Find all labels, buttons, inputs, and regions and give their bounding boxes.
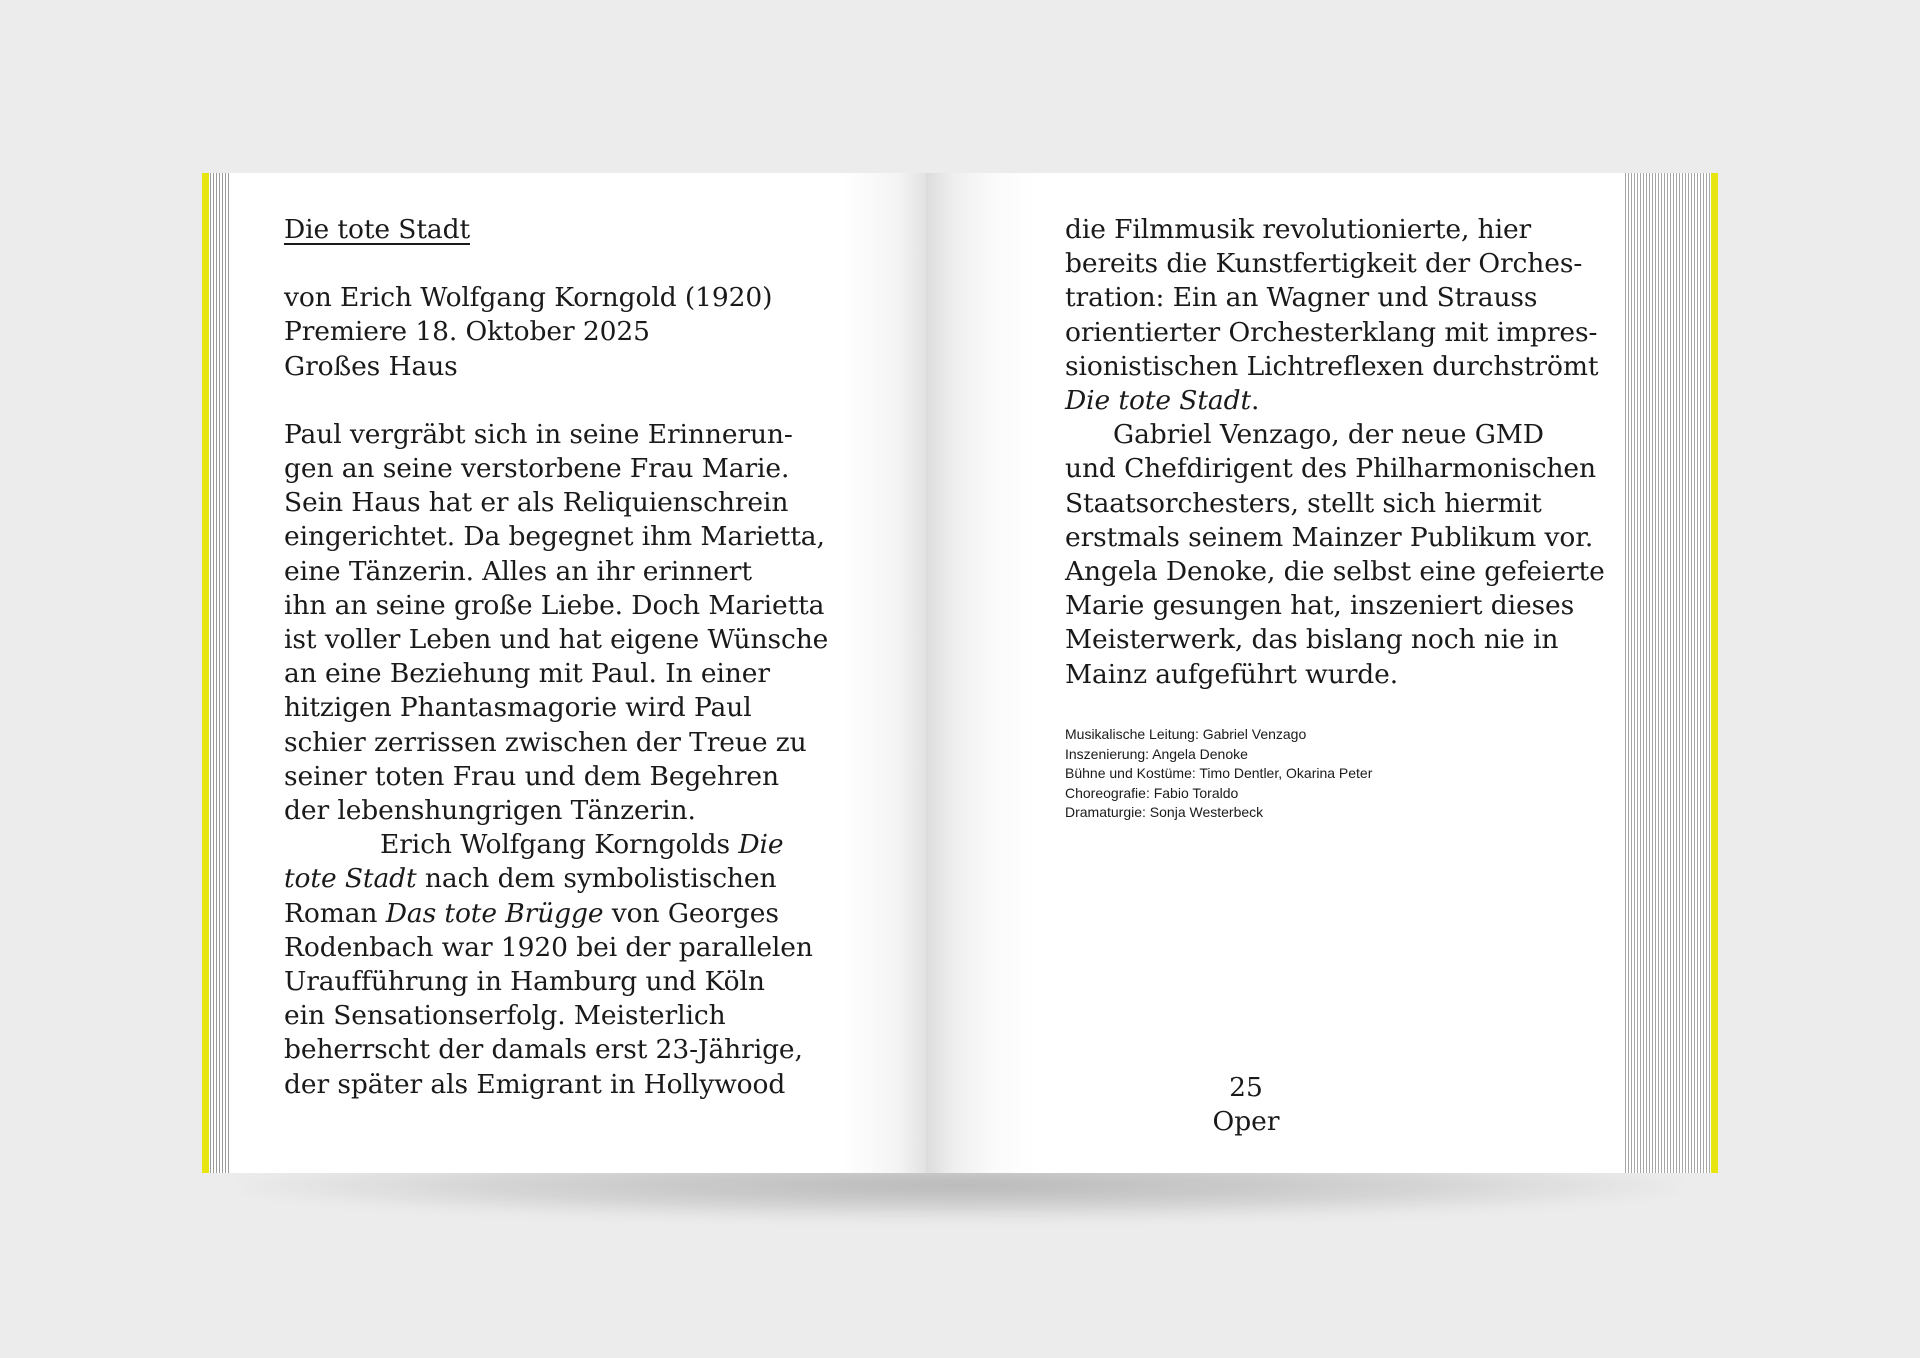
text-line: beherrscht der damals erst 23-Jährige, [284, 1034, 803, 1066]
text-line: Uraufführung in Hamburg und Köln [284, 966, 765, 998]
text-line: schier zerrissen zwischen der Treue zu [284, 726, 807, 758]
text-line: Marie gesungen hat, inszeniert dieses [1065, 590, 1575, 622]
text-line: Paul vergräbt sich in seine Erinnerun- [284, 418, 793, 450]
text-run: Gabriel Venzago, der neue GMD [1113, 419, 1544, 451]
text-line: die Filmmusik revolutionierte, hier [1065, 214, 1532, 245]
italic-title-run: Die tote Stadt [1065, 385, 1252, 417]
text-line [284, 828, 814, 862]
text-line: bereits die Kunstfertigkeit der Orches- [1065, 248, 1583, 280]
text-line: an eine Beziehung mit Paul. In einer [284, 658, 770, 690]
conductor-paragraph [1065, 418, 1605, 692]
history-paragraph [284, 828, 814, 1102]
credit-line: Dramaturgie: Sonja Westerbeck [1065, 804, 1264, 820]
synopsis-paragraph [284, 418, 829, 828]
orchestration-paragraph [1065, 213, 1605, 418]
text-line: hitzigen Phantasmagorie wird Paul [284, 692, 752, 724]
section-label: Oper [1212, 1106, 1280, 1137]
text-line [284, 897, 814, 931]
text-run: von Georges [603, 897, 779, 929]
credit-line: Inszenierung: Angela Denoke [1065, 745, 1248, 762]
text-line: Meisterwerk, das bislang noch nie in [1065, 624, 1559, 656]
credit-line: Bühne und Kostüme: Timo Dentler, Okarina Peter [1065, 765, 1373, 781]
text-line: erstmals seinem Mainzer Publikum vor. [1065, 521, 1594, 553]
text-line: sionistischen Lichtreflexen durchströmt [1065, 350, 1599, 382]
left-text-column [284, 213, 829, 1102]
text-line: und Chefdirigent des Philharmonischen [1065, 453, 1596, 485]
left-yellow-edge [202, 173, 209, 1173]
italic-title-run: Das tote Brügge [385, 897, 604, 929]
composer-line: von Erich Wolfgang Korngold (1920) [284, 282, 773, 314]
right-yellow-edge [1711, 173, 1718, 1173]
text-line [1065, 384, 1605, 418]
text-line: orientierter Orchesterklang mit impres- [1065, 316, 1598, 348]
open-book [202, 173, 1718, 1173]
text-run: nach dem symbolistischen [416, 863, 777, 895]
text-line: gen an seine verstorbene Frau Marie. [284, 453, 790, 485]
right-text-column [1065, 213, 1605, 692]
spacer [284, 247, 814, 281]
italic-title-run: tote Stadt [284, 863, 417, 895]
text-line: Rodenbach war 1920 bei der parallelen [284, 931, 813, 963]
page-number: 25 [1229, 1072, 1263, 1103]
text-line: eingerichtet. Da begegnet ihm Marietta, [284, 521, 825, 553]
text-line [284, 862, 814, 896]
text-line: Angela Denoke, die selbst eine gefeierte [1065, 556, 1605, 588]
opera-title: Die tote Stadt [284, 214, 471, 245]
text-line: ihn an seine große Liebe. Doch Marietta [284, 589, 825, 621]
left-page [230, 173, 926, 1173]
text-run: Erich Wolfgang Korngolds [380, 829, 739, 861]
text-line: Sein Haus hat er als Reliquienschrein [284, 487, 789, 519]
credit-line: Choreografie: Fabio Toraldo [1065, 784, 1239, 801]
production-credits [1065, 725, 1372, 823]
text-line: ein Sensationserfolg. Meisterlich [284, 1000, 726, 1032]
text-line: Staatsorchesters, stellt sich hiermit [1065, 487, 1542, 519]
spacer [284, 384, 814, 418]
italic-title-run: Die [738, 829, 784, 861]
credit-line: Musikalische Leitung: Gabriel Venzago [1065, 726, 1307, 742]
text-line: Mainz aufgeführt wurde. [1065, 658, 1399, 690]
text-line: eine Tänzerin. Alles an ihr erinnert [284, 555, 752, 587]
text-line: der lebenshungrigen Tänzerin. [284, 795, 696, 827]
venue-line: Großes Haus [284, 350, 458, 382]
text-line: seiner toten Frau und dem Begehren [284, 760, 779, 792]
text-line: tration: Ein an Wagner und Strauss [1065, 282, 1538, 314]
text-run: Roman [284, 897, 386, 929]
text-line: der später als Emigrant in Hollywood [284, 1068, 786, 1100]
text-line [1065, 418, 1605, 452]
right-page [926, 173, 1623, 1173]
text-line: ist voller Leben und hat eigene Wünsche [284, 624, 829, 656]
premiere-line: Premiere 18. Oktober 2025 [284, 316, 650, 348]
right-page-edges [1623, 173, 1718, 1173]
text-run: . [1251, 385, 1260, 417]
